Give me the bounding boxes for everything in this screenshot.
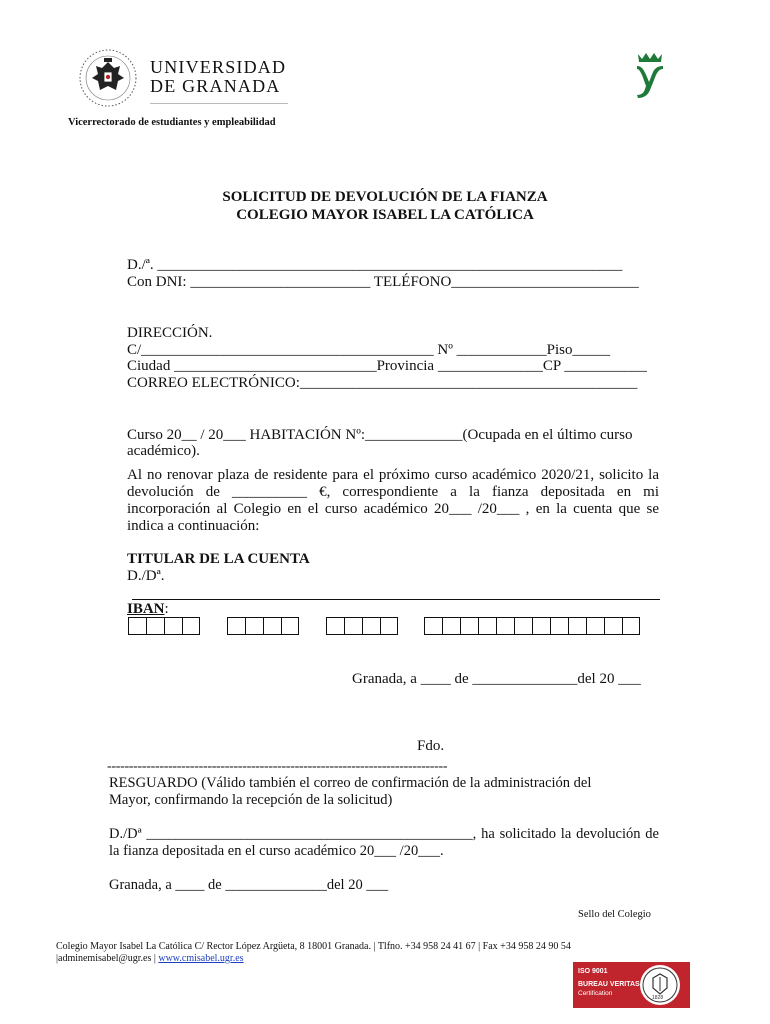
resguardo-title: RESGUARDO xyxy=(109,775,198,791)
university-name-line1: UNIVERSIDAD xyxy=(150,57,287,77)
fecha-field[interactable]: Granada, a ____ de ______________del 20 ___ xyxy=(352,671,641,687)
iban-group-3[interactable] xyxy=(326,617,398,635)
calle-field[interactable]: C/_______________________________________ Nº ____________Piso_____ xyxy=(127,342,611,358)
iban-group-1[interactable] xyxy=(128,617,200,635)
colegio-logo xyxy=(632,50,668,102)
correo-field[interactable]: CORREO ELECTRÓNICO:_____________________________________________ xyxy=(127,375,638,391)
cut-line: ------------------------------------------------------------------------------ xyxy=(107,760,448,774)
curso-habitacion-field[interactable]: Curso 20__ / 20___ HABITACIÓN Nº:_____________(Ocupada en el último curso xyxy=(127,427,633,443)
iban-label xyxy=(127,601,169,618)
bureau-veritas-badge xyxy=(573,962,690,1008)
iso-label: ISO 9001 xyxy=(578,968,608,975)
sello-label: Sello del Colegio xyxy=(578,909,651,920)
colegio-y-icon xyxy=(632,50,668,102)
titular-name-line[interactable] xyxy=(132,599,660,600)
footer-email: |adminemisabel@ugr.es | xyxy=(56,953,159,964)
name-field[interactable]: D./ª. ______________________________________________________________ xyxy=(127,257,623,273)
resguardo-fecha: Granada, a ____ de ______________del 20 ___ xyxy=(109,877,389,893)
certification-label: Certification xyxy=(578,990,613,997)
firma-label: Fdo. xyxy=(417,738,445,754)
ciudad-field[interactable]: Ciudad ___________________________Provincia ______________CP ___________ xyxy=(127,358,647,374)
logo-rule xyxy=(150,103,288,104)
curso-continuation: académico). xyxy=(127,443,200,459)
resguardo-note: (Válido también el correo de confirmación de la administración del Mayor, confirmando la recepción de la solicitud) xyxy=(109,775,592,808)
iban-colon: : xyxy=(164,601,169,617)
resguardo-heading xyxy=(109,775,631,809)
resguardo-body: D./Dª _____________________________________________, ha solicitado la devolución de la fianza depositada en el curso académico 20___ /20___. xyxy=(109,826,659,859)
iban-group-4[interactable] xyxy=(424,617,640,635)
crest-icon xyxy=(78,48,138,108)
dni-telefono-field[interactable]: Con DNI: ________________________ TELÉFONO_________________________ xyxy=(127,274,639,290)
footer-website-link[interactable]: www.cmisabel.ugr.es xyxy=(158,953,244,964)
titular-heading: TITULAR DE LA CUENTA xyxy=(127,551,310,567)
vicerrectorado-label: Vicerrectorado de estudiantes y empleabilidad xyxy=(68,117,276,128)
university-crest xyxy=(78,48,138,108)
solicitud-paragraph: Al no renovar plaza de residente para el próximo curso académico 2020/21, solicito la devolución de __________ €, correspondiente a la fianza depositada en mi incorporación al Colegio en el curso académico 20___ /20___ , en la cuenta que se indica a continuación: xyxy=(127,467,659,534)
title-line2: COLEGIO MAYOR ISABEL LA CATÓLICA xyxy=(236,207,534,223)
direccion-label: DIRECCIÓN. xyxy=(127,325,213,341)
footer-contact xyxy=(56,953,244,965)
iban-group-2[interactable] xyxy=(227,617,299,635)
iban-label-text: IBAN xyxy=(127,601,165,617)
titular-name-label: D./Dª. xyxy=(127,568,165,584)
bv-label: BUREAU VERITAS xyxy=(578,981,640,988)
bv-year: 1828 xyxy=(652,995,664,1001)
title-line1: SOLICITUD DE DEVOLUCIÓN DE LA FIANZA xyxy=(222,189,548,205)
footer-address: Colegio Mayor Isabel La Católica C/ Rector López Argüeta, 8 18001 Granada. | Tlfno. +34 958 24 41 67 | Fax +34 958 24 90 54 xyxy=(56,941,571,952)
university-name-line2: DE GRANADA xyxy=(150,76,281,96)
